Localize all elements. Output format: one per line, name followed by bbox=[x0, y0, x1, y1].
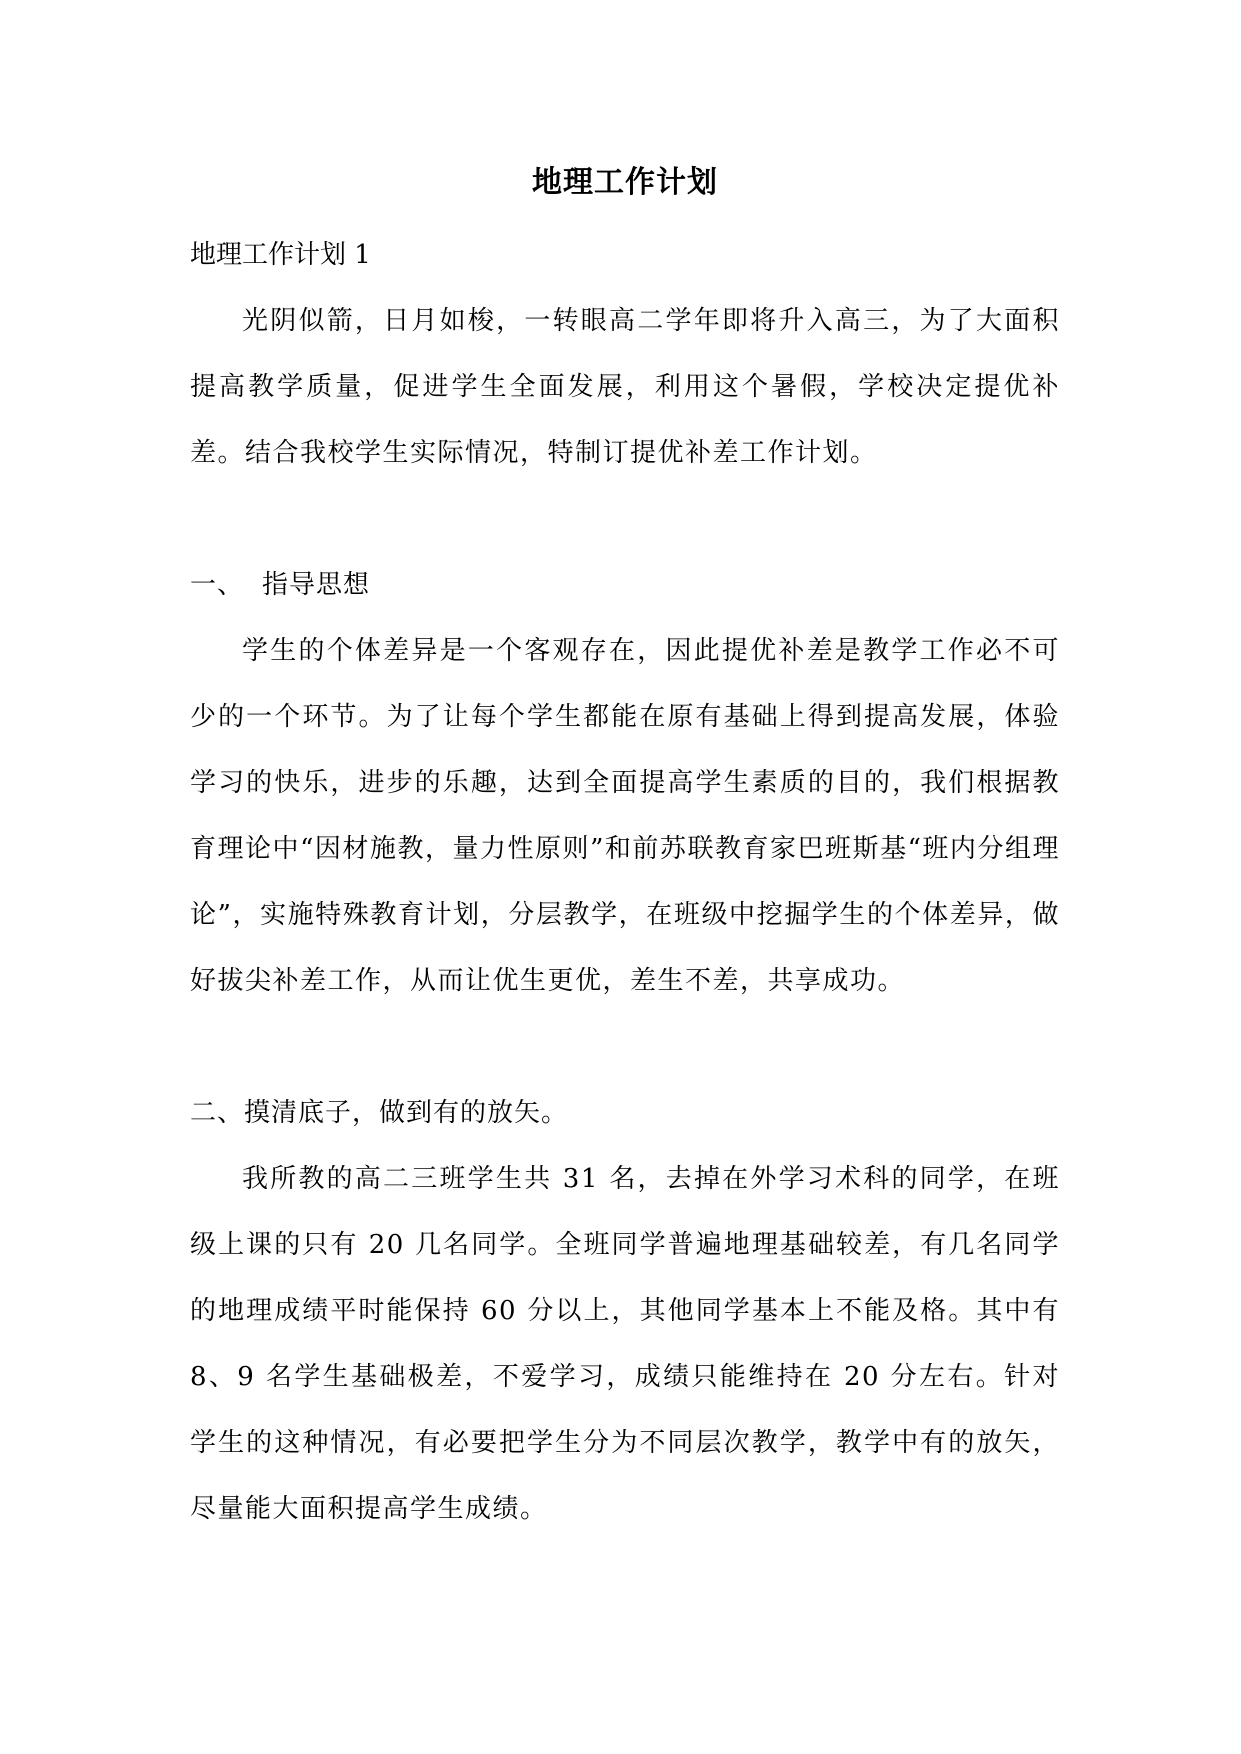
section-heading bbox=[190, 552, 1060, 618]
spacer bbox=[190, 486, 1060, 552]
section-body: 我所教的高二三班学生共 31 名，去掉在外学习术科的同学，在班级上课的只有 20 几名同学。全班同学普遍地理基础较差，有几名同学的地理成绩平时能保持 60 分以上，其他同学基本上不能及格。其中有 8、9 名学生基础极差，不爱学习，成绩只能维持在 20 分左右。针对学生的这种情况，有必要把学生分为不同层次教学，教学中有的放矢，尽量能大面积提高学生成绩。 bbox=[190, 1164, 1060, 1524]
section-number: 一、 bbox=[190, 570, 245, 600]
section-number: 二、 bbox=[190, 1098, 245, 1128]
section-body: 学生的个体差异是一个客观存在，因此提优补差是教学工作必不可少的一个环节。为了让每个学生都能在原有基础上得到提高发展，体验学习的快乐，进步的乐趣，达到全面提高学生素质的目的，我们根据教育理论中“因材施教，量力性原则”和前苏联教育家巴班斯基“班内分组理论”，实施特殊教育计划，分层教学，在班级中挖掘学生的个体差异，做好拔尖补差工作，从而让优生更优，差生不差，共享成功。 bbox=[190, 636, 1060, 996]
document-subtitle: 地理工作计划 1 bbox=[190, 240, 371, 270]
section-heading bbox=[190, 1080, 1060, 1146]
document-title: 地理工作计划 bbox=[532, 165, 718, 200]
section-guiding-ideology bbox=[190, 552, 1060, 1014]
section-heading-text: 摸清底子，做到有的放矢。 bbox=[244, 1098, 569, 1128]
section-know-the-basics bbox=[190, 1080, 1060, 1542]
intro-paragraph: 光阴似箭，日月如梭，一转眼高二学年即将升入高三，为了大面积提高教学质量，促进学生全面发展，利用这个暑假，学校决定提优补差。结合我校学生实际情况，特制订提优补差工作计划。 bbox=[190, 306, 1060, 468]
spacer bbox=[190, 1014, 1060, 1080]
document-page bbox=[190, 150, 1060, 1542]
section-heading-text: 指导思想 bbox=[262, 570, 371, 600]
